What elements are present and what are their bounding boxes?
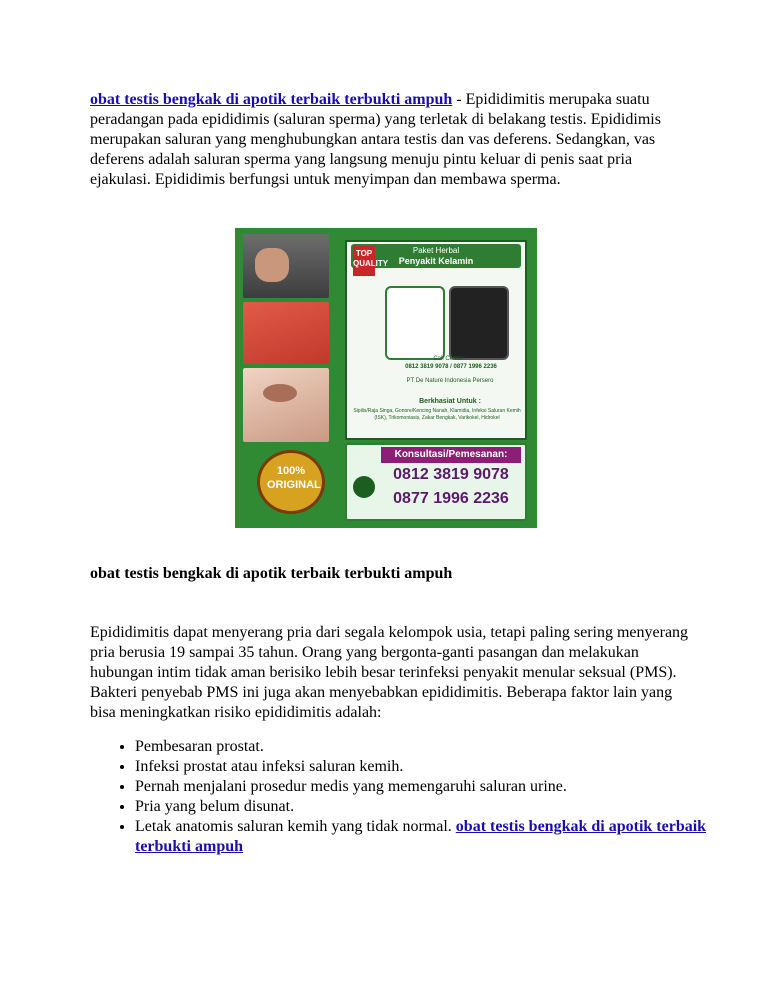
jar-right	[449, 286, 509, 360]
intro-text: - Epididimitis merupaka suatu peradangan pada epididimis (saluran sperma) yang terletak di belakang testis. Epididimis merupakan saluran yang menghubungkan antara testis dan vas deferens. Sedangkan, vas deferens adalah saluran sperma yang langsung menuju pintu keluar di penis saat pria ejakulasi. Epididimis berfungsi untuk menyimpan dan membawa sperma.	[90, 91, 661, 188]
list-item: • Pembesaran prostat.	[135, 737, 735, 757]
keyword-link-bottom[interactable]: obat testis bengkak di apotik terbaik terbukti ampuh	[135, 818, 707, 855]
top-quality-badge: TOP QUALITY	[353, 246, 375, 276]
body-paragraph: Epididimitis dapat menyerang pria dari segala kelompok usia, tetapi paling sering menyerang pria berusia 19 sampai 35 tahun. Orang yang bergonta-ganti pasangan dan melakukan hubungan intim tidak aman berisiko lebih besar terinfeksi penyakit menular seksual (PMS). Bakteri penyebab PMS ini juga akan menyebabkan epididimitis. Beberapa faktor lain yang bisa meningkatkan risiko epididimitis adalah:	[90, 624, 689, 721]
list-item: • Pria yang belum disunat.	[135, 797, 735, 817]
list-item: • Infeksi prostat atau infeksi saluran kemih.	[135, 757, 735, 777]
section-heading: obat testis bengkak di apotik terbaik terbukti ampuh	[90, 565, 453, 582]
photo-hands	[255, 248, 289, 282]
intro-paragraph	[90, 90, 680, 190]
phone-number-2: 0877 1996 2236	[393, 490, 509, 507]
list-item: • Pernah menjalani prosedur medis yang memengaruhi saluran urine.	[135, 777, 735, 797]
jar-left	[385, 286, 445, 360]
list-item: • Letak anatomis saluran kemih yang tidak normal. obat testis bengkak di apotik terbaik terbukti ampuh	[135, 817, 735, 857]
khasiat-list: Sipilis/Raja Singa, Gonore/Kencing Nanah, Klamidia, Infeksi Saluran Kemih (ISK), Trikomoniasis, Zakar Bengkak, Varikokel, Hidrokel	[353, 408, 521, 421]
berkhasiat-label: Berkhasiat Untuk :	[419, 398, 481, 405]
seal-text: 100% ORIGINAL	[267, 465, 321, 491]
call-center-label: Call Center :	[433, 356, 467, 362]
consult-title: Konsultasi/Pemesanan:	[381, 447, 521, 463]
whatsapp-icon	[353, 476, 375, 498]
box-title: Paket Herbal Penyakit Kelamin	[351, 244, 521, 268]
keyword-link[interactable]: obat testis bengkak di apotik terbaik terbukti ampuh	[90, 91, 453, 108]
photo-red-pants	[243, 302, 329, 364]
phone-number-1: 0812 3819 9078	[393, 466, 509, 483]
call-center-numbers: 0812 3819 9078 / 0877 1996 2236	[405, 364, 497, 370]
company-name: PT De Nature Indonesia Persero	[406, 378, 494, 384]
risk-factor-list	[90, 737, 735, 857]
product-promo-image	[235, 228, 537, 528]
photo-skin	[243, 368, 329, 442]
photo-finger	[263, 384, 297, 402]
